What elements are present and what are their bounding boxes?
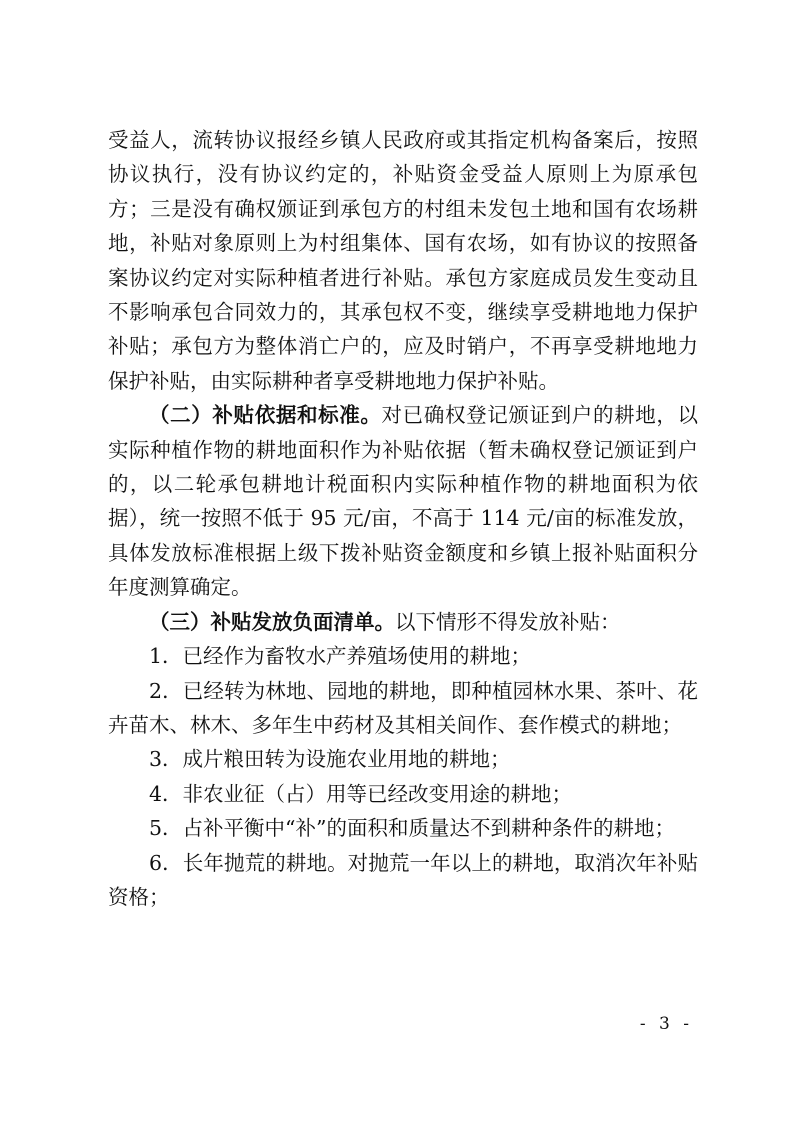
- list-item: 5．占补平衡中“补”的面积和质量达不到耕种条件的耕地；: [149, 816, 676, 841]
- paragraph-subsidy-basis: [108, 398, 698, 604]
- section-heading-negative-list: （三）补贴发放负面清单。: [149, 609, 395, 634]
- page-number: - 3 -: [639, 1014, 693, 1034]
- section-heading-basis: （二）补贴依据和标准。: [149, 403, 382, 428]
- section-text-negative-list: 以下情形不得发放补贴：: [395, 609, 621, 634]
- list-item: 3．成片粮田转为设施农业用地的耕地；: [149, 747, 511, 772]
- section-text-basis: 对已确权登记颁证到户的耕地，以实际种植作物的耕地面积作为补贴依据（暂未确权登记颁证到户的，以二轮承包耕地计税面积内实际种植作物的耕地面积为依据），统一按照不低于 95 元/亩，不高于 114 元/亩的标准发放，具体发放标准根据上级下拨补贴资金额度和乡镇上报补贴面积分年度测算确定。: [108, 403, 699, 600]
- list-item: 6．长年抛荒的耕地。对抛荒一年以上的耕地，取消次年补贴资格；: [108, 850, 698, 909]
- paragraph-beneficiary: 受益人，流转协议报经乡镇人民政府或其指定机构备案后，按照协议执行，没有协议约定的，补贴资金受益人原则上为原承包方；三是没有确权颁证到承包方的村组未发包土地和国有农场耕地，补贴对象原则上为村组集体、国有农场，如有协议的按照备案协议约定对实际种植者进行补贴。承包方家庭成员发生变动且不影响承包合同效力的，其承包权不变，继续享受耕地地力保护补贴；承包方为整体消亡户的，应及时销户，不再享受耕地地力保护补贴，由实际耕种者享受耕地地力保护补贴。: [108, 128, 698, 393]
- list-item: 1．已经作为畜牧水产养殖场使用的耕地；: [149, 644, 532, 669]
- list-item: 4．非农业征（占）用等已经改变用途的耕地；: [149, 781, 573, 806]
- list-item: 2．已经转为林地、园地的耕地，即种植园林水果、茶叶、花卉苗木、林木、多年生中药材及其相关间作、套作模式的耕地；: [108, 678, 698, 737]
- paragraph-negative-list: [108, 605, 698, 639]
- document-body: [108, 123, 698, 914]
